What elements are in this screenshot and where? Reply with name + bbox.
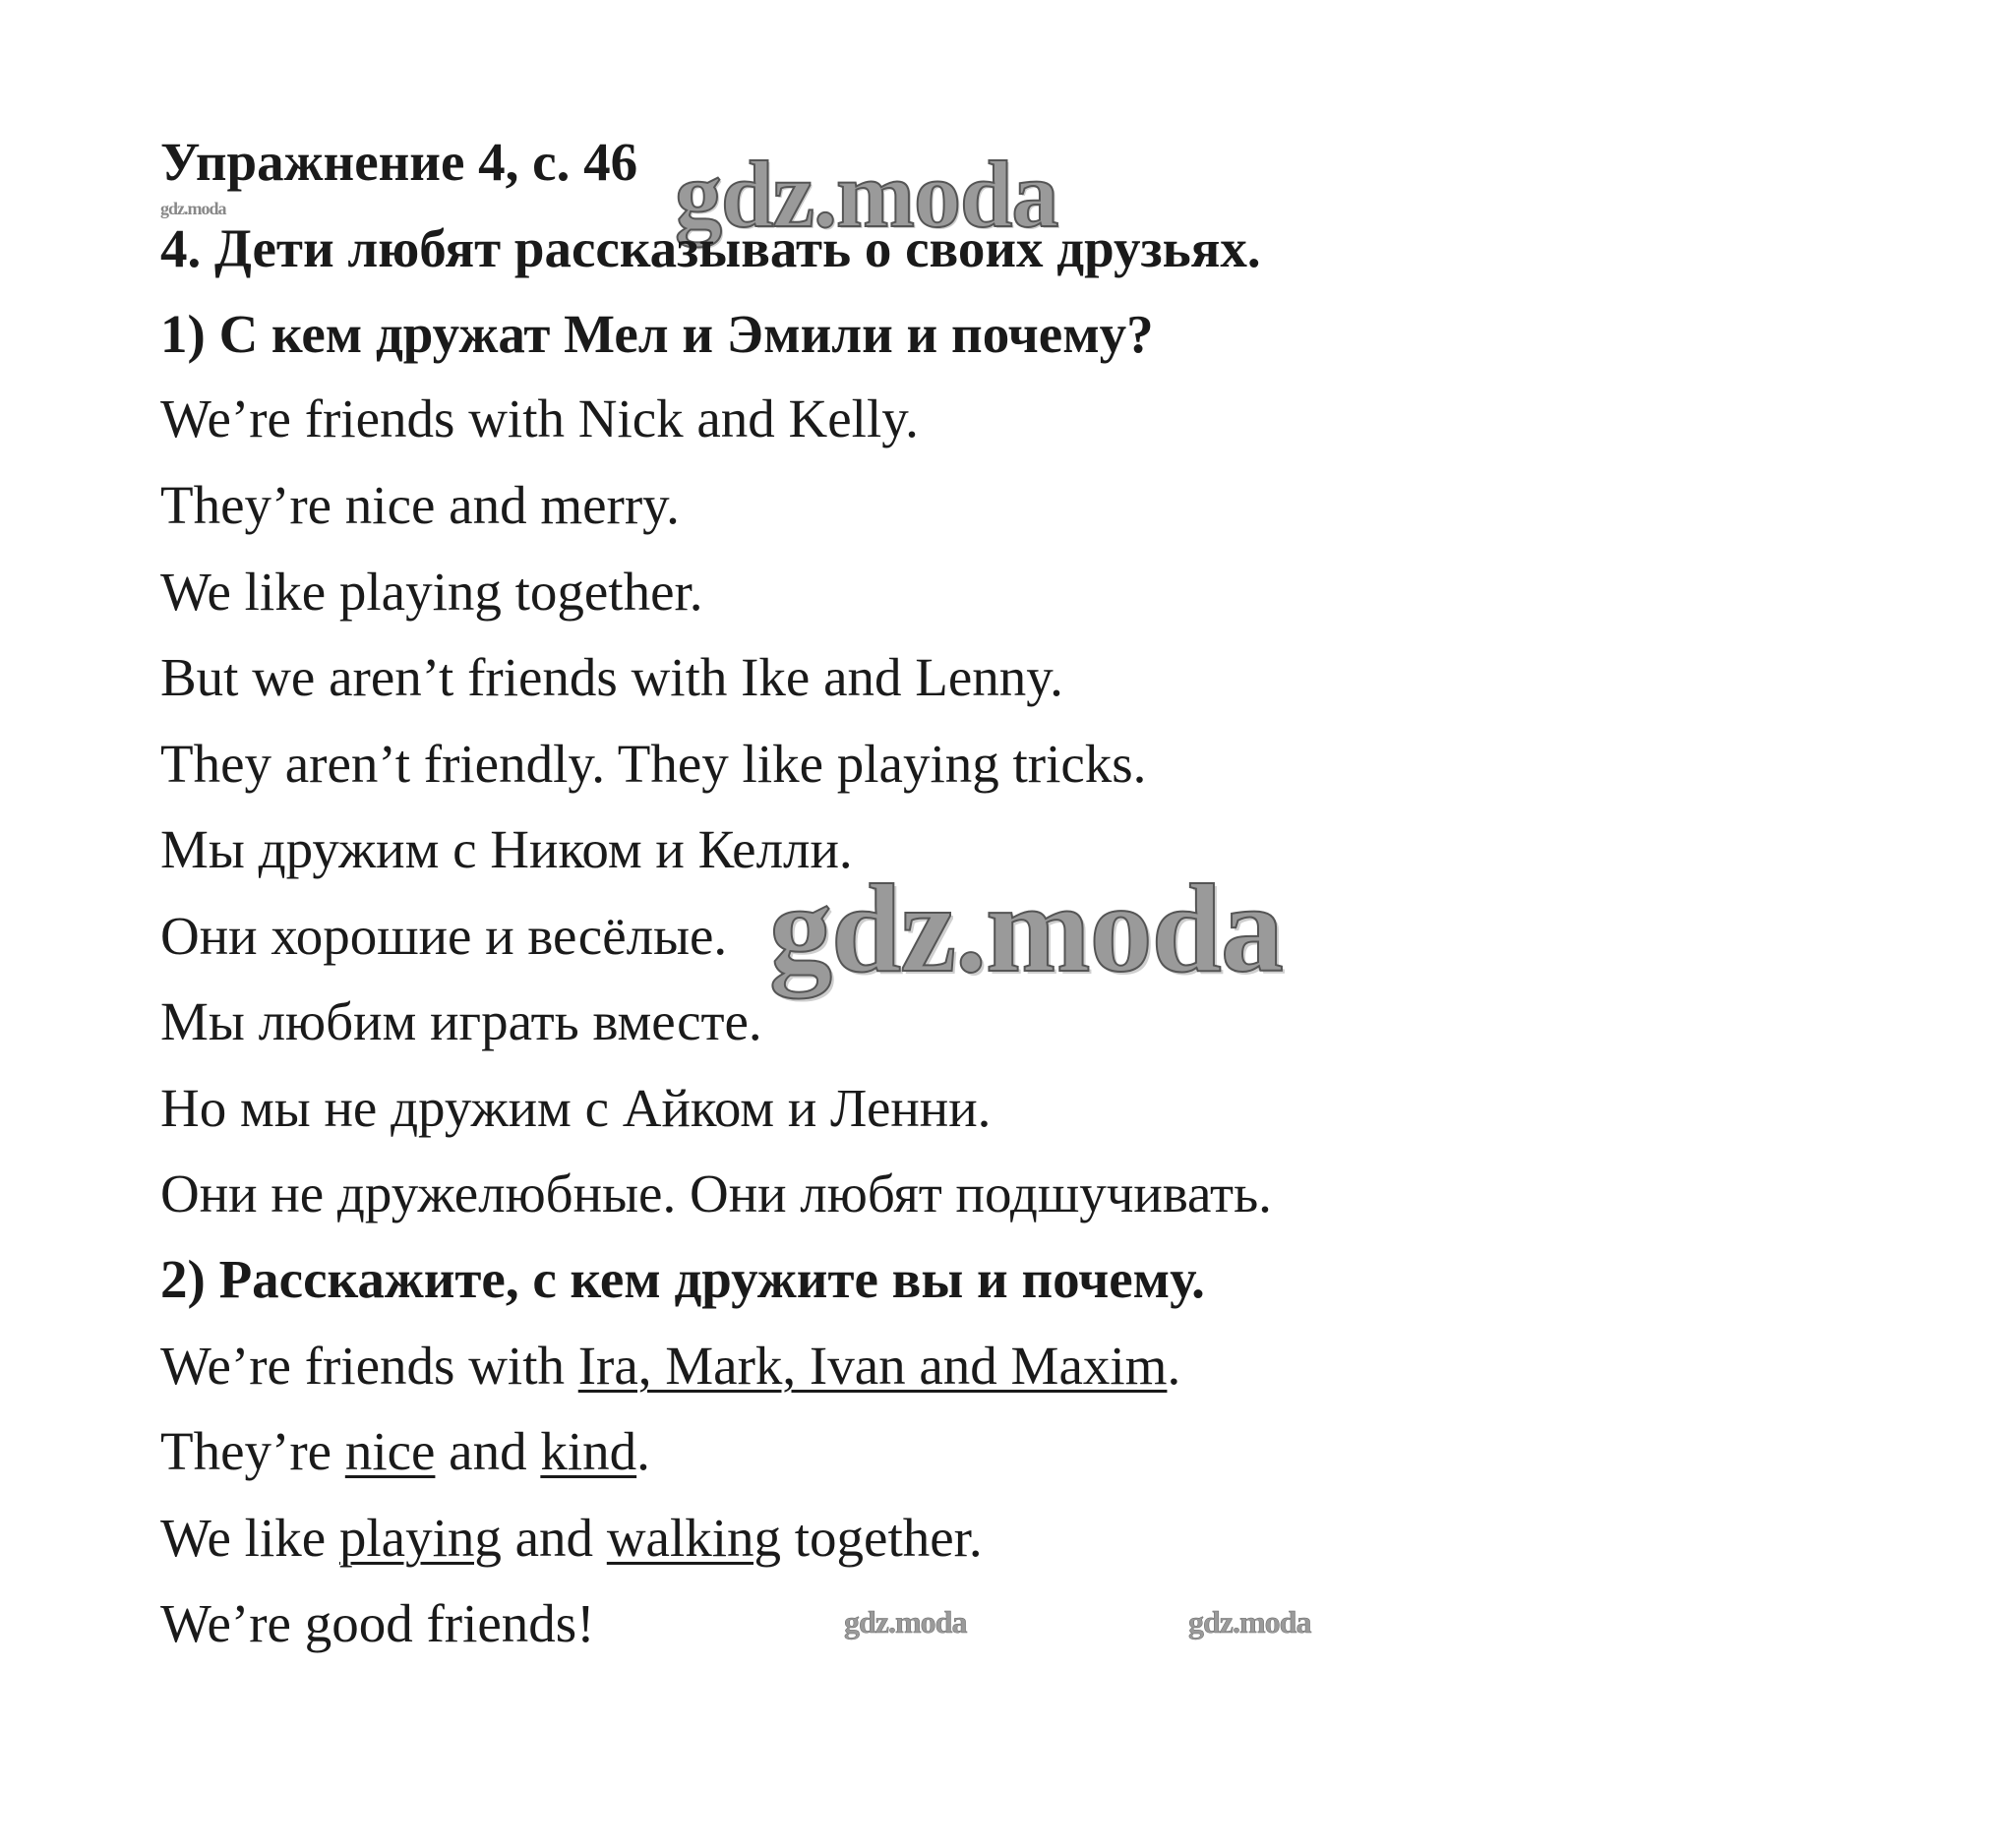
russian-line-4: Но мы не дружим с Айком и Ленни. xyxy=(160,1078,992,1138)
watermark-middle: gdz.moda xyxy=(769,859,1283,998)
russian-line-2: Они хорошие и весёлые. xyxy=(160,906,728,966)
answer-line-3 xyxy=(160,1508,983,1568)
answer-line-2-blank-2: kind xyxy=(540,1421,637,1481)
answer-line-3-middle: and xyxy=(501,1508,607,1568)
russian-line-1: Мы дружим с Ником и Келли. xyxy=(160,819,853,879)
answer-line-1 xyxy=(160,1336,1181,1396)
answer-line-1-blank: Ira, Mark, Ivan and Maxim xyxy=(577,1336,1168,1396)
watermark-bottom-right: gdz.moda xyxy=(1188,1604,1311,1639)
watermark-bottom-left: gdz.moda xyxy=(844,1604,967,1639)
english-line-1: We’re friends with Nick and Kelly. xyxy=(160,388,919,448)
watermark-top-small: gdz.moda xyxy=(160,199,226,218)
answer-line-1-before: We’re friends with xyxy=(160,1336,578,1396)
russian-line-3: Мы любим играть вместе. xyxy=(160,991,762,1051)
answer-line-3-blank-2: walking xyxy=(606,1508,782,1568)
exercise-heading: Упражнение 4, с. 46 xyxy=(160,132,638,192)
english-line-2: They’re nice and merry. xyxy=(160,475,680,535)
part2-question: 2) Расскажите, с кем дружите вы и почему. xyxy=(160,1249,1205,1309)
answer-line-3-after: together. xyxy=(781,1508,983,1568)
english-line-3: We like playing together. xyxy=(160,562,703,622)
english-line-4: But we aren’t friends with Ike and Lenny. xyxy=(160,647,1063,707)
answer-line-4: We’re good friends! xyxy=(160,1593,595,1653)
answer-line-2-blank-1: nice xyxy=(344,1421,436,1481)
answer-line-2 xyxy=(160,1421,650,1481)
english-line-5: They aren’t friendly. They like playing tricks. xyxy=(160,734,1147,794)
watermark-top: gdz.moda xyxy=(675,142,1058,247)
task-title: 4. Дети любят рассказывать о своих друзьях. xyxy=(160,218,1261,278)
answer-line-3-before: We like xyxy=(160,1508,339,1568)
part1-question: 1) С кем дружат Мел и Эмили и почему? xyxy=(160,304,1154,364)
answer-line-1-after: . xyxy=(1167,1336,1181,1396)
answer-line-2-middle: and xyxy=(435,1421,541,1481)
answer-line-2-before: They’re xyxy=(160,1421,345,1481)
answer-line-2-after: . xyxy=(636,1421,650,1481)
answer-line-3-blank-1: playing xyxy=(338,1508,502,1568)
russian-line-5: Они не дружелюбные. Они любят подшучивать. xyxy=(160,1163,1272,1223)
